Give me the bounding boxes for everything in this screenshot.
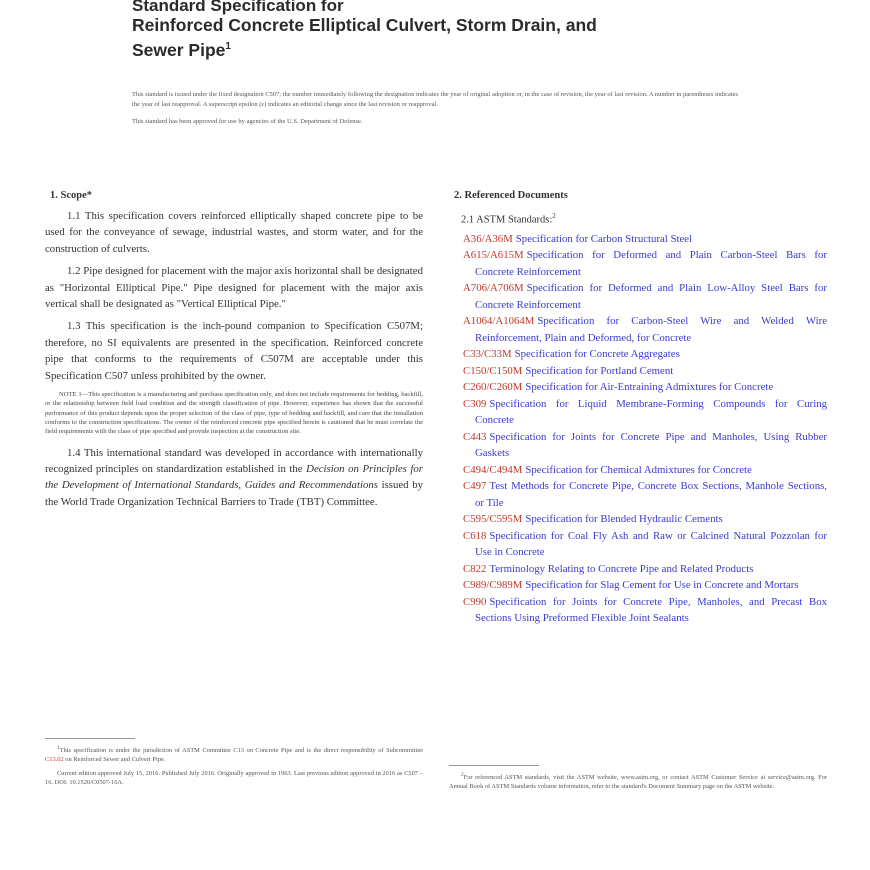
scope-heading: 1. Scope* xyxy=(50,190,92,201)
reference-title-link[interactable]: Specification for Concrete Aggregates xyxy=(514,348,680,360)
reference-title-link[interactable]: Specification for Joints for Concrete Pipe and Manholes, Using Rubber Gaskets xyxy=(475,430,827,459)
reference-code-link[interactable]: C494/C494M xyxy=(463,463,523,476)
reference-code-link[interactable]: C309 xyxy=(463,397,487,410)
scope-note-1: NOTE 1—This specification is a manufacturing and purchase specification only, and does not include requirements for bedding, backfill, or the relationship between field load condition and the strength classification of pipe. However, experience has shown that the successful performance of this product depends upon the proper selection of the class of pipe, type of bedding and backfill, and care that the installation conforms to the construction specifications. The owner of the reinforced concrete pipe specified herein is cautioned that he must correlate the field requirements with the class of pipe specified and provide inspection at the construction site. xyxy=(45,391,423,436)
title-footnote-mark: 1 xyxy=(225,41,231,52)
reference-item xyxy=(449,594,827,627)
right-column xyxy=(449,190,827,627)
reference-title-link[interactable]: Specification for Deformed and Plain Low-Alloy Steel Bars for Concrete Reinforcement xyxy=(475,282,827,311)
reference-title-link[interactable]: Specification for Carbon Structural Steel xyxy=(515,232,693,245)
right-footnotes xyxy=(449,771,827,792)
reference-item xyxy=(449,561,827,578)
title-line-3 xyxy=(132,36,772,61)
reference-item xyxy=(449,231,827,248)
reference-item xyxy=(449,280,827,313)
reference-title-link[interactable]: Specification for Slag Cement for Use in Concrete and Mortars xyxy=(525,579,799,591)
reference-title-link[interactable]: Specification for Portland Cement xyxy=(525,364,674,377)
reference-code-link[interactable]: C990 xyxy=(463,595,487,608)
footnote-2-mark: 2 xyxy=(461,772,464,778)
reference-item xyxy=(449,478,827,511)
reference-title-link[interactable]: Specification for Chemical Admixtures for Concrete xyxy=(525,463,752,476)
left-footnotes xyxy=(45,744,423,791)
reference-code-link[interactable]: C260/C260M xyxy=(463,381,523,393)
reference-title-link[interactable]: Specification for Blended Hydraulic Cements xyxy=(525,513,723,525)
referenced-documents-heading: 2. Referenced Documents xyxy=(454,190,568,201)
reference-title-link[interactable]: Specification for Deformed and Plain Carbon-Steel Bars for Concrete Reinforcement xyxy=(475,249,827,278)
footnote-1-text-b: on Reinforced Sewer and Culvert Pipe. xyxy=(63,756,166,764)
reference-item xyxy=(449,363,827,380)
designation-notice xyxy=(132,90,744,134)
reference-title-link[interactable]: Terminology Relating to Concrete Pipe and Related Products xyxy=(489,562,754,575)
scope-1-2: 1.2 Pipe designed for placement with the major axis horizontal shall be designated as "Horizontal Elliptical Pipe." Pipe designed for placement with the major axis vertical shall be designated as "Vertical Elliptical Pipe." xyxy=(45,265,423,311)
reference-code-link[interactable]: C618 xyxy=(463,529,487,542)
reference-code-link[interactable]: A706/A706M xyxy=(463,282,524,294)
left-footnote-rule xyxy=(45,738,135,739)
scope-1-4-part-c: issued by the World Trade Organization Technical Barriers to Trade (TBT) Committee. xyxy=(45,479,423,508)
astm-standards-mark: 2 xyxy=(552,212,556,220)
astm-standards-intro xyxy=(461,208,827,229)
scope-1-4 xyxy=(45,445,423,511)
referenced-standards-list xyxy=(449,231,827,627)
reference-item xyxy=(449,528,827,561)
scope-1-4-part-b: Decision on Principles for the Development of International Standards, Guides and Recommendations xyxy=(45,462,423,492)
scope-1-4-part-a: 1.4 This international standard was developed in accordance with internationally recognized principles on standardization established in the xyxy=(45,446,423,475)
footnote-1 xyxy=(45,744,423,765)
footnote-1-text-a: This specification is under the jurisdiction of ASTM Committee C13 on Concrete Pipe and is the direct responsibility of Subcommittee xyxy=(59,747,423,755)
reference-code-link[interactable]: C443 xyxy=(463,430,487,443)
reference-code-link[interactable]: C497 xyxy=(463,480,487,492)
designation-paragraph: This standard is issued under the fixed designation C507; the number immediately following the designation indicates the year of original adoption or, in the case of revision, the year of last revision. A number in parentheses indicates the year of last reapproval. A superscript epsilon (ε) indicates an editorial change since the last revision or reapproval. xyxy=(132,91,739,108)
reference-title-link[interactable]: Specification for Air-Entraining Admixtures for Concrete xyxy=(525,381,774,393)
reference-item xyxy=(449,511,827,528)
reference-item xyxy=(449,346,827,363)
reference-code-link[interactable]: A615/A615M xyxy=(463,249,524,261)
footnote-edition: Current edition approved July 15, 2016. Published July 2016. Originally approved in 1963. Last previous edition approved in 2016 as C507 – 16. DOI: 10.1520/C0507-16A. xyxy=(45,769,423,786)
scope-1-1: 1.1 This specification covers reinforced elliptically shaped concrete pipe to be used for the conveyance of sewage, industrial wastes, and storm water, and for the construction of culverts. xyxy=(45,210,423,255)
reference-code-link[interactable]: C595/C595M xyxy=(463,513,523,525)
title-line-3-text: Sewer Pipe xyxy=(132,39,226,60)
reference-item xyxy=(449,313,827,346)
footnote-1-mark: 1 xyxy=(57,745,60,751)
reference-code-link[interactable]: C150/C150M xyxy=(463,364,523,377)
reference-code-link[interactable]: C33/C33M xyxy=(463,348,512,360)
reference-title-link[interactable]: Specification for Liquid Membrane-Forming Compounds for Curing Concrete xyxy=(475,397,827,426)
astm-standards-label: 2.1 ASTM Standards: xyxy=(461,214,553,226)
reference-item xyxy=(449,247,827,280)
footnote-2-text: For referenced ASTM standards, visit the ASTM website, www.astm.org, or contact ASTM Customer Service at service@astm.org. For Annual Book of ASTM Standards volume information, refer to the standard's Document Summary page on the ASTM website. xyxy=(449,774,827,791)
reference-title-link[interactable]: Specification for Joints for Concrete Pipe, Manholes, and Precast Box Sections Using Preformed Flexible Joint Sealants xyxy=(475,595,827,624)
reference-title-link[interactable]: Specification for Carbon-Steel Wire and Welded Wire Reinforcement, Plain and Deformed, for Concrete xyxy=(475,315,827,344)
right-footnote-rule xyxy=(449,765,539,766)
reference-code-link[interactable]: A1064/A1064M xyxy=(463,315,535,327)
reference-item xyxy=(449,396,827,429)
reference-title-link[interactable]: Test Methods for Concrete Pipe, Concrete Box Sections, Manhole Sections, or Tile xyxy=(475,480,827,509)
title-line-2: Reinforced Concrete Elliptical Culvert, Storm Drain, and xyxy=(132,15,597,35)
reference-title-link[interactable]: Specification for Coal Fly Ash and Raw or Calcined Natural Pozzolan for Use in Concrete xyxy=(475,529,827,558)
document-header xyxy=(132,0,772,61)
scope-1-3: 1.3 This specification is the inch-pound companion to Specification C507M; therefore, no SI equivalents are presented in the specification. Reinforced concrete pipe that conforms to the requirements of C507M are acceptable under this Specification C507 unless prohibited by the owner. xyxy=(45,320,423,382)
reference-item xyxy=(449,462,827,479)
reference-item xyxy=(449,429,827,462)
title-line-1: Standard Specification for xyxy=(132,0,344,15)
dod-approval-paragraph: This standard has been approved for use by agencies of the U.S. Department of Defense. xyxy=(132,118,363,125)
reference-code-link[interactable]: C822 xyxy=(463,562,487,575)
reference-code-link[interactable]: A36/A36M xyxy=(463,232,513,245)
reference-item xyxy=(449,379,827,396)
subcommittee-link[interactable]: C13.02 xyxy=(45,756,64,764)
reference-code-link[interactable]: C989/C989M xyxy=(463,579,523,591)
left-column xyxy=(45,190,423,516)
footnote-2 xyxy=(449,771,827,792)
reference-item xyxy=(449,577,827,594)
